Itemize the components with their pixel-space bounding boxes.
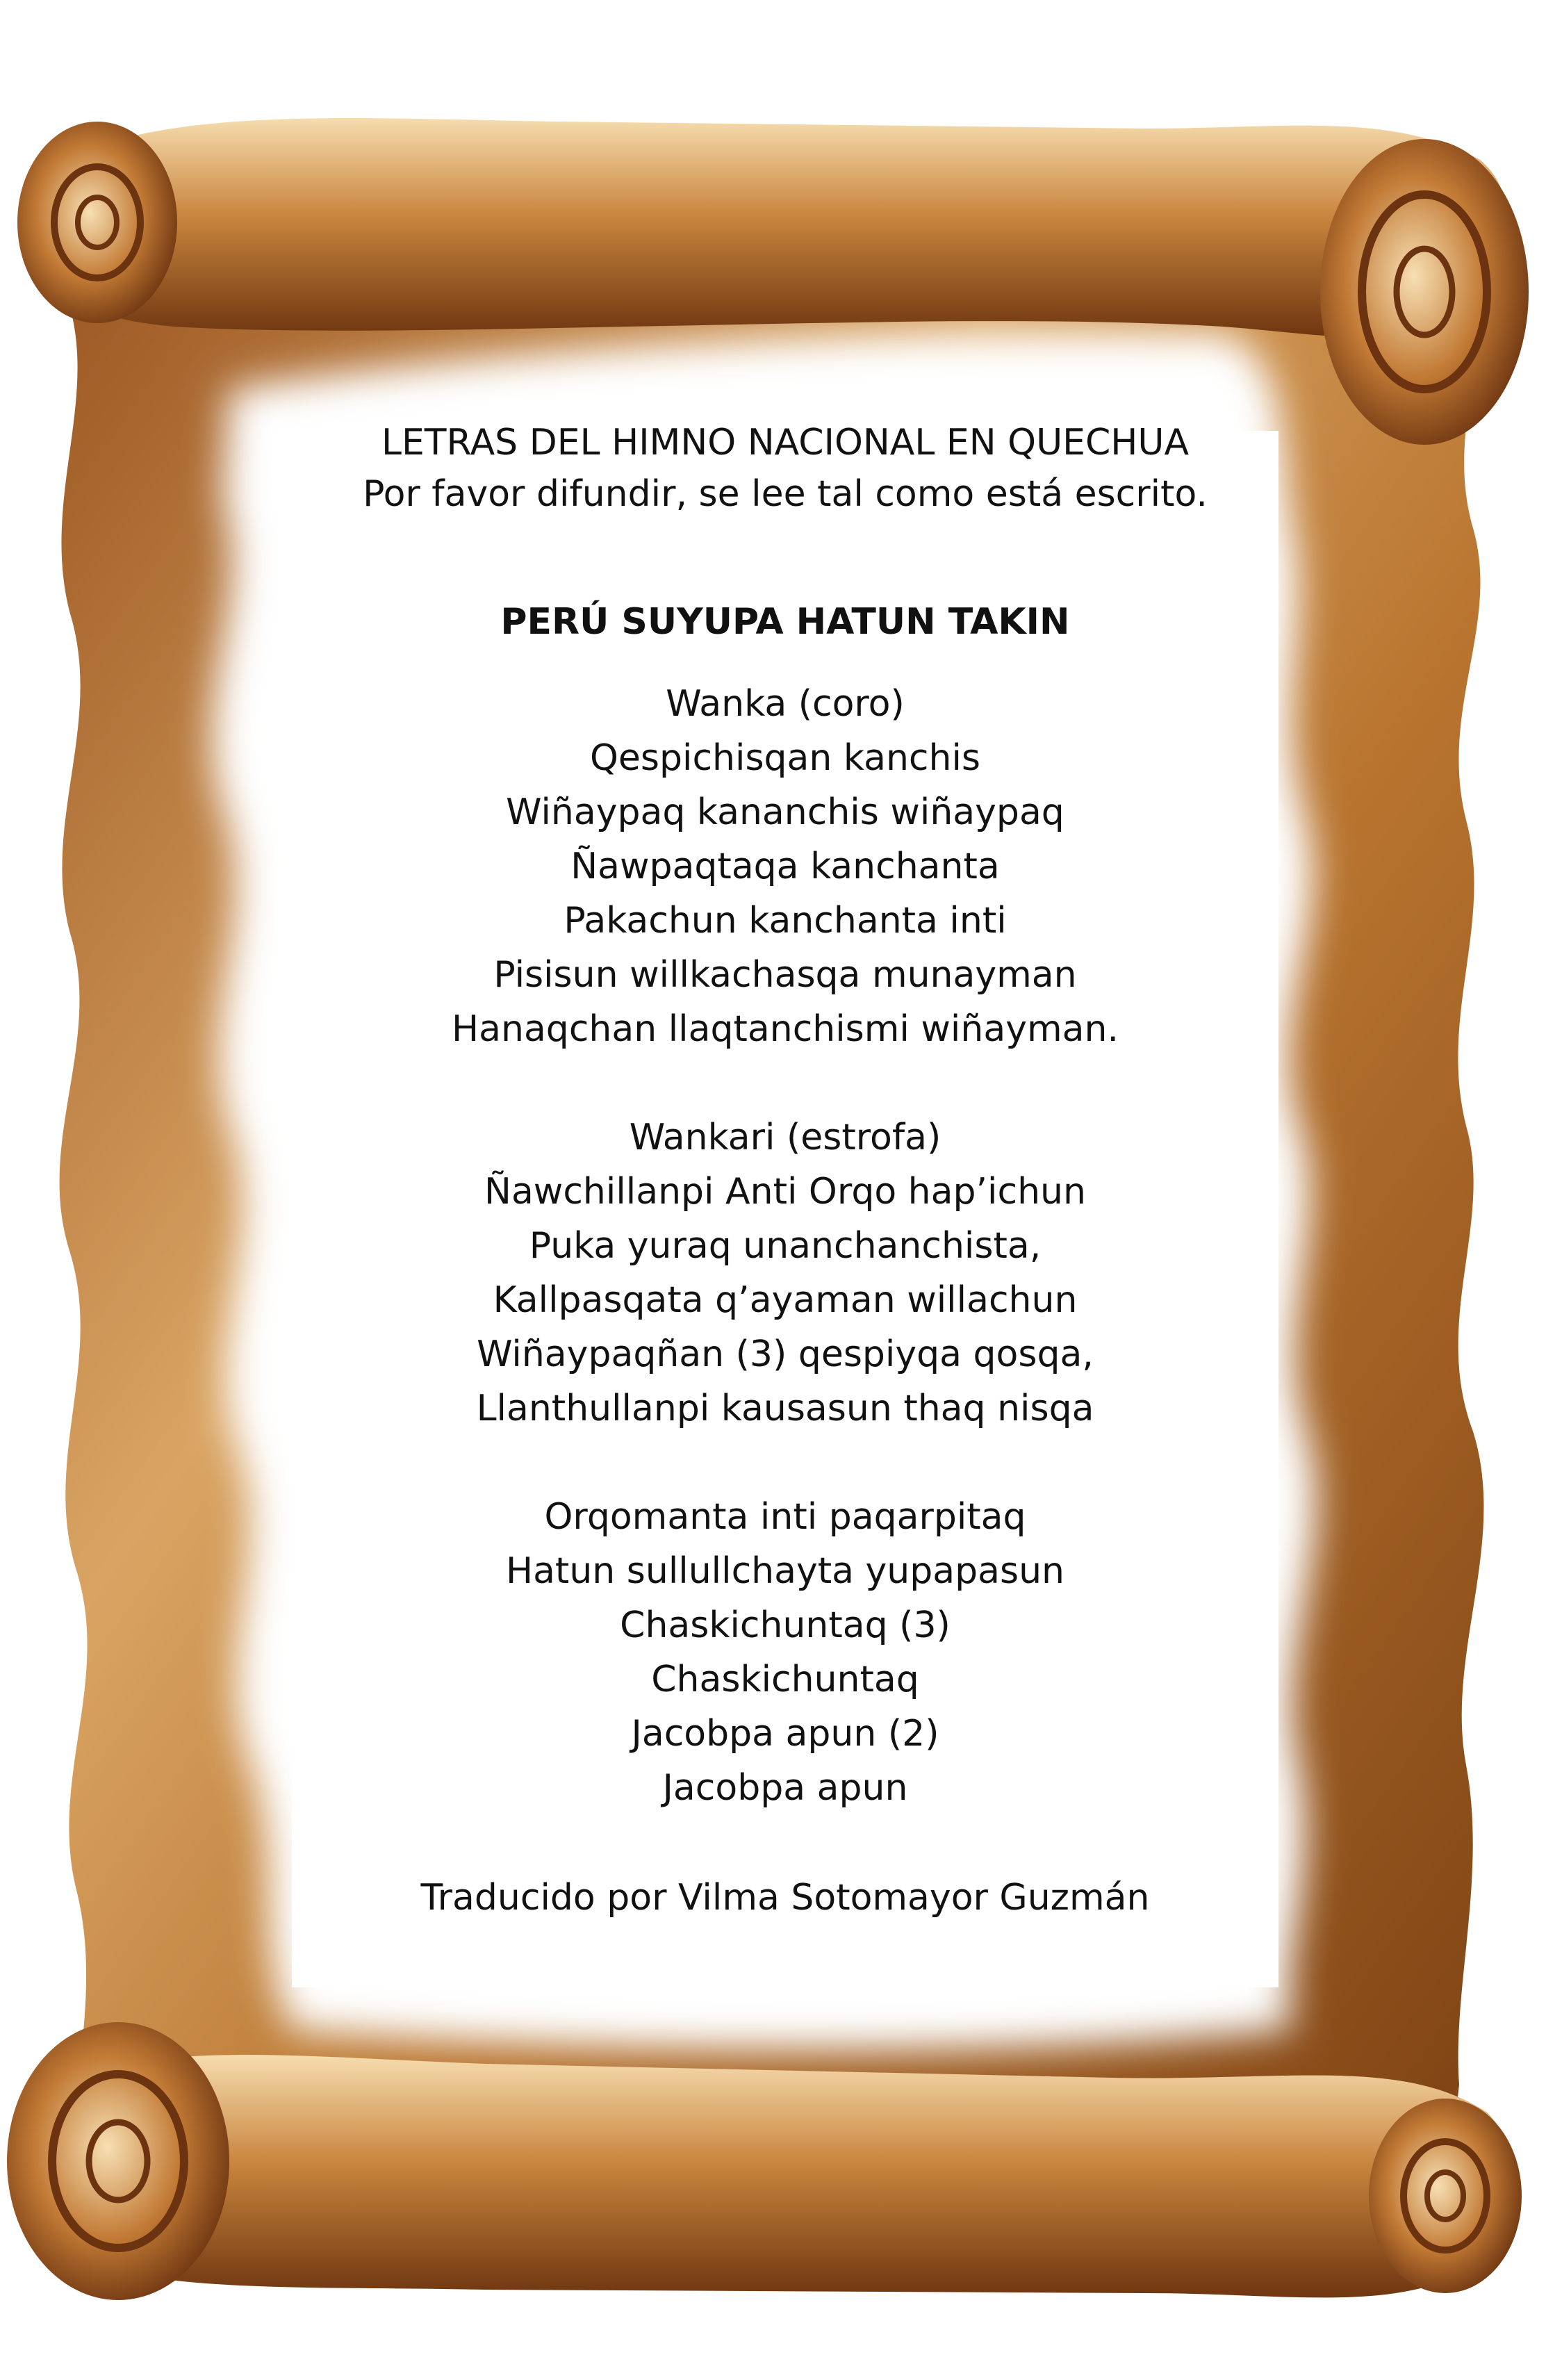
- stanza-verse: [292, 1110, 1278, 1436]
- verse-line: Kallpasqata q’ayaman willachun: [493, 1279, 1078, 1321]
- verse-line: Wiñaypaq kananchis wiñaypaq: [506, 791, 1064, 833]
- verse-line: Pakachun kanchanta inti: [564, 900, 1007, 942]
- top-left-curl: [17, 122, 177, 323]
- verse-line: Jacobpa apun (2): [631, 1713, 939, 1755]
- header-subtitle: Por favor difundir, se lee tal como está escrito.: [363, 473, 1208, 515]
- bottom-left-curl: [7, 2022, 229, 2300]
- verse-line: Orqomanta inti paqarpitaq: [544, 1496, 1026, 1538]
- poem-title: PERÚ SUYUPA HATUN TAKIN: [500, 601, 1070, 643]
- verse-line: Wanka (coro): [666, 683, 905, 725]
- verse-line: Jacobpa apun: [662, 1767, 908, 1809]
- top-scroll-roll: [20, 118, 1508, 337]
- bottom-scroll-roll: [19, 2055, 1515, 2297]
- verse-line: Llanthullanpi kausasun thaq nisqa: [476, 1388, 1094, 1429]
- verse-line: Hanaqchan llaqtanchismi wiñayman.: [452, 1008, 1119, 1050]
- verse-line: Ñawchillanpi Anti Orqo hap’ichun: [484, 1171, 1086, 1213]
- verse-line: Hatun sullullchayta yupapasun: [505, 1550, 1065, 1592]
- bottom-right-curl: [1369, 2099, 1522, 2293]
- stanza-chorus: [292, 677, 1278, 1056]
- verse-line: Chaskichuntaq (3): [620, 1605, 951, 1646]
- verse-line: Ñawpaqtaqa kanchanta: [570, 846, 1000, 887]
- top-right-curl: [1320, 139, 1529, 445]
- verse-line: Qespichisqan kanchis: [589, 737, 981, 779]
- verse-line: Wiñaypaqñan (3) qespiyqa qosqa,: [477, 1333, 1094, 1375]
- stanza-ending: [292, 1490, 1278, 1815]
- verse-line: Wankari (estrofa): [629, 1117, 941, 1158]
- verse-line: Pisisun willkachasqa munayman: [493, 954, 1077, 996]
- verse-line: Chaskichuntaq: [651, 1659, 919, 1700]
- header-title: LETRAS DEL HIMNO NACIONAL EN QUECHUA: [381, 422, 1190, 463]
- translator-credit: Traducido por Vilma Sotomayor Guzmán: [420, 1877, 1150, 1919]
- poem-content: [292, 417, 1278, 1925]
- verse-line: Puka yuraq unanchanchista,: [529, 1225, 1042, 1267]
